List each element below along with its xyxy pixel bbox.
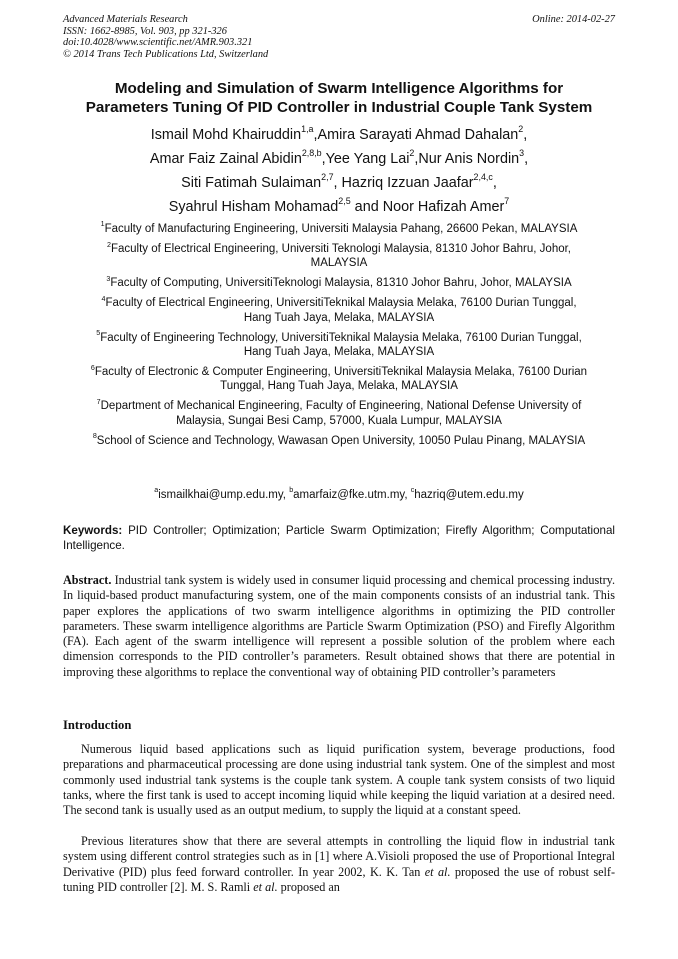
author-sup: 2,4,c xyxy=(473,172,493,183)
author-sep: , xyxy=(524,151,529,167)
affiliation-item xyxy=(58,242,620,270)
affiliation-text: Faculty of Computing, UniversitiTeknologi Malaysia, 81310 Johor Bahru, Johor, MALAYSIA xyxy=(110,277,572,290)
affiliation-sup: 6 xyxy=(90,363,95,372)
author-line-1 xyxy=(40,123,638,147)
affiliation-list xyxy=(58,222,620,454)
author-sep: , xyxy=(414,151,419,167)
author-name: Syahrul Hisham Mohamad xyxy=(168,199,339,215)
journal-header xyxy=(63,14,615,61)
author-sup: 3 xyxy=(519,148,525,159)
author-sep: , xyxy=(333,175,342,191)
author-name: Nur Anis Nordin xyxy=(418,151,520,167)
introduction-heading: Introduction xyxy=(63,718,132,732)
email-sup: c xyxy=(410,486,415,495)
affiliation-text: Faculty of Electrical Engineering, Universiti Teknologi Malaysia, 81310 Johor Bahru, Johor, xyxy=(110,243,571,256)
affiliation-text-cont: Malaysia, Sungai Besi Camp, 57000, Kuala Lumpur, MALAYSIA xyxy=(176,414,502,427)
author-list xyxy=(40,123,638,219)
author-sep: , xyxy=(492,175,497,191)
introduction-paragraph-2 xyxy=(63,834,615,895)
email-list: $^a$ismailkhai@ump.edu.my, $^b$amarfaiz@fke.utm.my, $^c$hazriq@utem.edu.my xyxy=(154,486,524,501)
title-line-2: Parameters Tuning Of PID Controller in Industrial Couple Tank System xyxy=(85,99,593,116)
abstract-label: Abstract. xyxy=(63,573,112,587)
affiliation-item xyxy=(58,296,620,324)
affiliation-item xyxy=(58,365,620,393)
author-line-4 xyxy=(40,195,638,219)
author-name: Ismail Mohd Khairuddin xyxy=(150,127,302,143)
affiliation-text: Faculty of Electronic & Computer Engineering, UniversitiTeknikal Malaysia Melaka, 76100 Durian xyxy=(94,366,588,379)
online-date: Online: 2014-02-27 xyxy=(532,14,615,25)
et-al: et al. xyxy=(253,879,278,894)
author-name: Amar Faiz Zainal Abidin xyxy=(149,151,302,167)
et-al: et al. xyxy=(424,864,451,879)
doi-line: doi:10.4028/www.scientific.net/AMR.903.321 xyxy=(63,37,253,49)
para-text: Previous literatures show that there are several attempts in controlling the liquid flow in industrial tank system using different control strategies such as in [1] where A.Visioli proposed the use of Proportional Integral Derivative (PID) plus feed forward controller. In year 2002, K. K. Tan xyxy=(63,834,615,879)
para-text: proposed the use of robust self-tuning PID controller [2]. M. S. Ramli xyxy=(63,864,616,894)
affiliation-sup: 7 xyxy=(96,397,101,406)
author-sup: 2 xyxy=(409,148,415,159)
introduction-paragraph-1: Numerous liquid based applications such as liquid purification system, beverage productions, food preparations and pharmaceutical processing are done using industrial tank system. One of the simplest and most commonly used industrial tank systems is the couple tank system. A couple tank system consists of two liquid tanks, where the first tank is used to accept incoming liquid while keeping the liquid variation at a desired need. The second tank is usually used as an output medium, to supply the liquid at a constant speed. xyxy=(63,742,615,818)
author-name: Amira Sarayati Ahmad Dahalan xyxy=(317,127,519,143)
abstract-section xyxy=(63,573,615,680)
keywords-text: PID Controller; Optimization; Particle Swarm Optimization; Firefly Algorithm; Computational Intelligence. xyxy=(63,524,615,552)
affiliation-item xyxy=(58,434,620,448)
author-sup: 2,5 xyxy=(338,196,351,207)
author-name: Siti Fatimah Sulaiman xyxy=(181,175,322,191)
email-link[interactable]: amarfaiz@fke.utm.my xyxy=(293,489,405,501)
author-sup: 2 xyxy=(518,124,524,135)
author-line-3 xyxy=(40,171,638,195)
email-link[interactable]: ismailkhai@ump.edu.my xyxy=(158,489,283,501)
affiliation-text-cont: Hang Tuah Jaya, Melaka, MALAYSIA xyxy=(243,311,435,324)
copyright-line: © 2014 Trans Tech Publications Ltd, Switzerland xyxy=(63,49,269,61)
author-name: Hazriq Izzuan Jaafar xyxy=(341,175,474,191)
author-sup: 7 xyxy=(504,196,510,207)
affiliation-text: Department of Mechanical Engineering, Faculty of Engineering, National Defense University of xyxy=(100,400,582,413)
issn-line: ISSN: 1662-8985, Vol. 903, pp 321-326 xyxy=(63,25,227,37)
affiliation-text-cont: MALAYSIA xyxy=(310,257,368,270)
affiliation-text: Faculty of Engineering Technology, UniversitiTeknikal Malaysia Melaka, 76100 Durian Tunggal, xyxy=(100,331,582,344)
journal-name: Advanced Materials Research xyxy=(63,14,188,25)
affiliation-item xyxy=(58,399,620,427)
paper-title xyxy=(40,79,638,117)
author-sep: and xyxy=(350,199,383,215)
affiliation-sup: 3 xyxy=(106,274,111,283)
email-sup: b xyxy=(289,486,294,495)
affiliation-sup: 1 xyxy=(100,220,105,229)
email-sup: a xyxy=(154,486,159,495)
affiliation-item xyxy=(58,276,620,290)
author-line-2 xyxy=(40,147,638,171)
keywords-label: Keywords: xyxy=(63,524,123,537)
affiliation-text-cont: Tunggal, Hang Tuah Jaya, Melaka, MALAYSIA xyxy=(220,380,458,393)
author-sup: 2,8,b xyxy=(301,148,322,159)
author-name: Noor Hafizah Amer xyxy=(382,199,505,215)
author-sep: , xyxy=(313,127,318,143)
author-sep: , xyxy=(523,127,528,143)
author-sup: 2,7 xyxy=(321,172,334,183)
author-sep: , xyxy=(321,151,326,167)
author-sup: 1,a xyxy=(301,124,314,135)
abstract-text: Industrial tank system is widely used in consumer liquid processing and chemical processing industry. In liquid-based product manufacturing system, one of the main components consists of an industrial tank. This paper explores the applications of two swarm intelligence algorithms in optimizing the PID controller parameters. These swarm intelligence algorithms are Particle Swarm Optimization (PSO) and Firefly Algorithm (FA). Each agent of the swarm intelligence will represent a possible solution of the problem where each dimension corresponds to the PID controller’s parameters. Result obtained shows that there are potential in improving these algorithms to replace the conventional way of obtaining PID controller’s parameters xyxy=(63,573,615,679)
title-line-1: Modeling and Simulation of Swarm Intelligence Algorithms for xyxy=(114,80,564,97)
affiliation-text: Faculty of Electrical Engineering, UniversitiTeknikal Malaysia Melaka, 76100 Durian Tunggal, xyxy=(105,297,577,310)
affiliation-text: School of Science and Technology, Wawasan Open University, 10050 Pulau Pinang, MALAYSIA xyxy=(96,434,586,447)
affiliation-text-cont: Hang Tuah Jaya, Melaka, MALAYSIA xyxy=(243,345,435,358)
affiliation-item xyxy=(58,222,620,236)
affiliation-sup: 5 xyxy=(96,329,101,338)
para-text: proposed an xyxy=(277,879,340,894)
affiliation-text: Faculty of Manufacturing Engineering, Universiti Malaysia Pahang, 26600 Pekan, MALAYSIA xyxy=(104,223,578,235)
keywords-section xyxy=(63,523,615,553)
email-link[interactable]: hazriq@utem.edu.my xyxy=(414,489,524,501)
author-name: Yee Yang Lai xyxy=(325,151,410,167)
affiliation-sup: 4 xyxy=(101,294,106,303)
affiliation-sup: 2 xyxy=(107,240,111,249)
affiliation-sup: 8 xyxy=(92,432,97,441)
affiliation-item xyxy=(58,331,620,359)
